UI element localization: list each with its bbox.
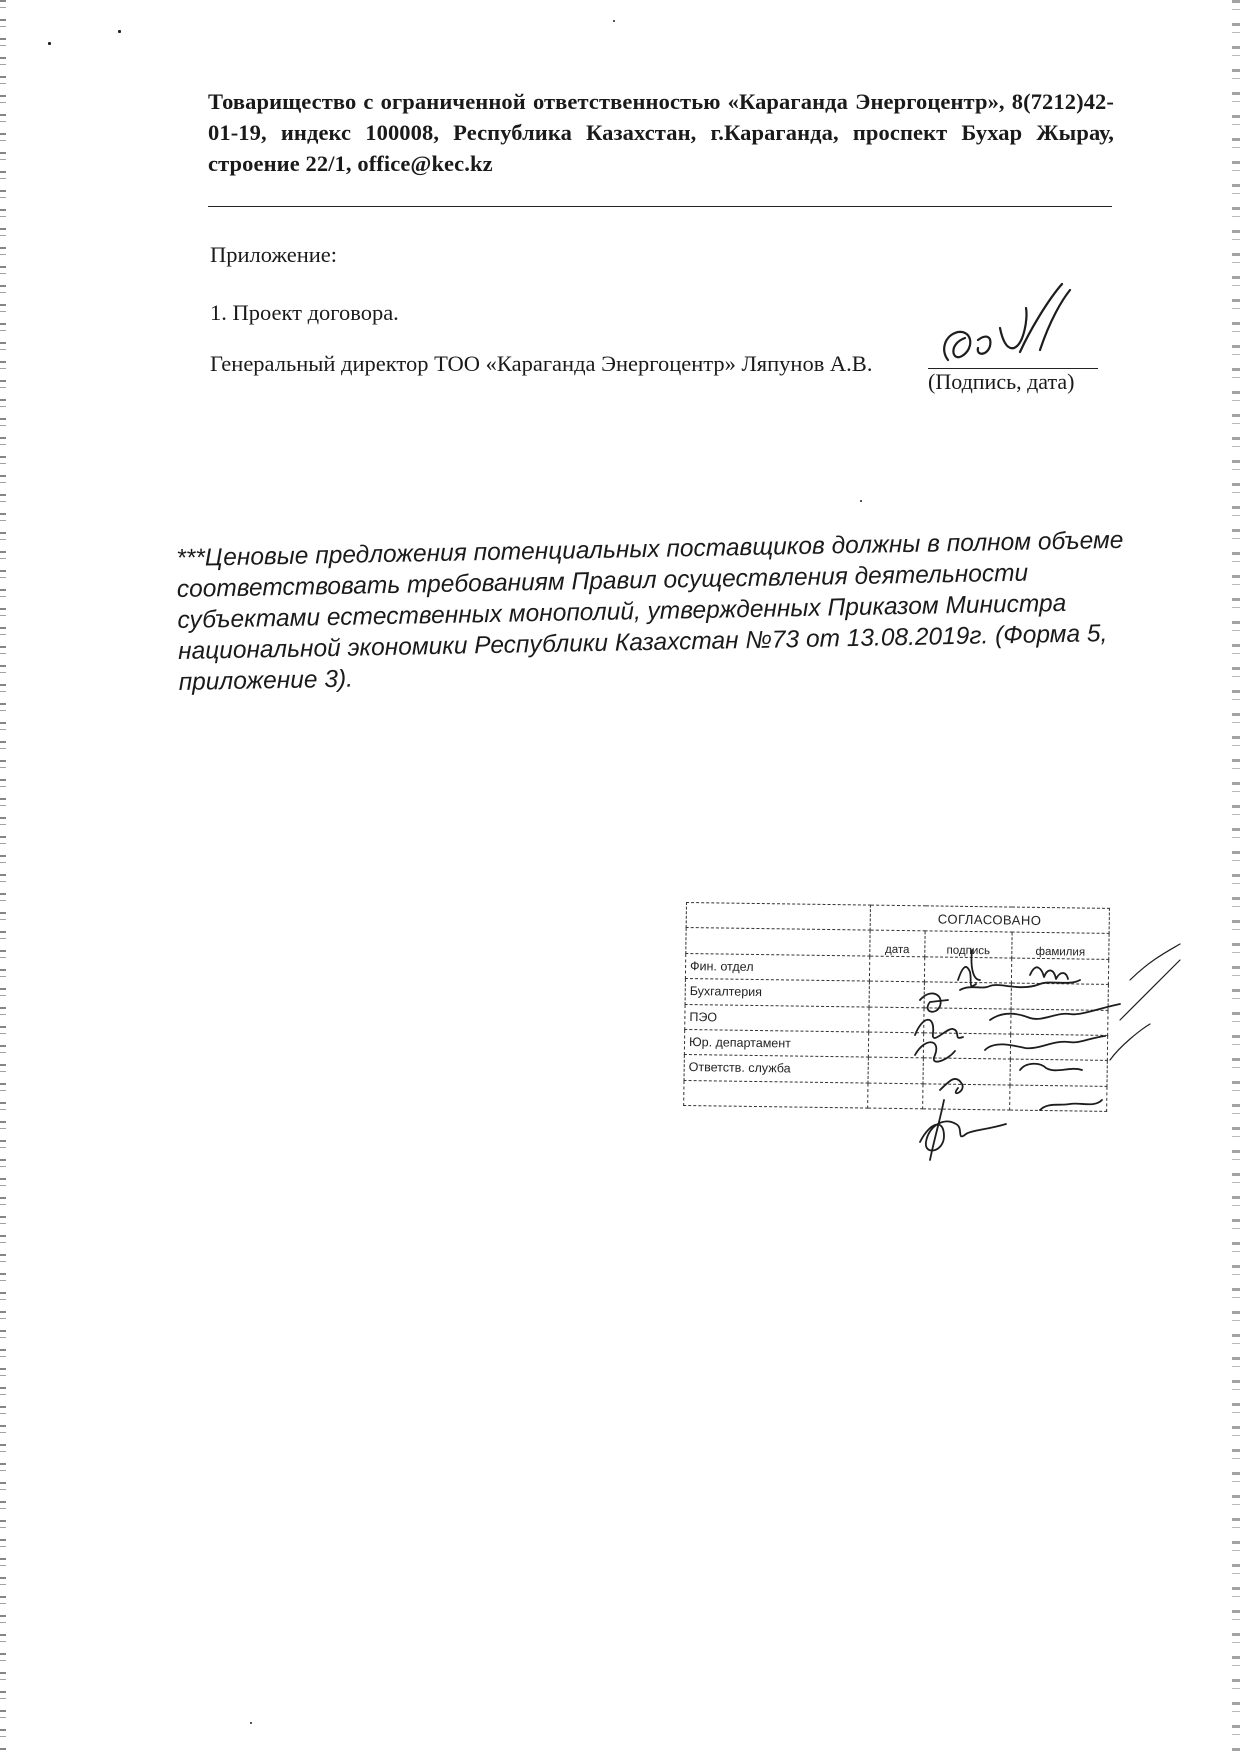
director-signature-line: Генеральный директор ТОО «Караганда Энергоцентр» Ляпунов А.В. — [210, 351, 873, 376]
company-letterhead: Товарищество с ограниченной ответственностью «Караганда Энергоцентр», 8(7212)42-01-19, индекс 100008, Республика Казахстан, г.Караганда, проспект Бухар Жырау, строение 22/1, office@kec.kz — [208, 89, 1114, 176]
scan-speck — [613, 20, 615, 22]
stamp-row-label: Фин. отдел — [685, 953, 869, 981]
stamp-col-signature: подпись — [925, 931, 1012, 958]
scan-speck — [118, 30, 121, 33]
letterhead-divider — [208, 206, 1112, 207]
approval-stamp — [683, 902, 1110, 1112]
scan-edge-right — [1232, 0, 1240, 1754]
stamp-signature-9 — [1110, 944, 1180, 1060]
stamp-col-date: дата — [869, 930, 925, 956]
pricing-notice: ***Ценовые предложения потенциальных поставщиков должны в полном объеме соответствовать требованиям Правил осуществления деятельности субъектами естественных монополий, утвержденных Приказом Министра национальной экономики Республики Казахстан №73 от 13.08.2019г. (Форма 5, приложение 3). — [176, 526, 1124, 696]
scan-speck — [250, 1722, 252, 1724]
stamp-row-label: Бухгалтерия — [685, 979, 869, 1007]
scan-edge-left — [0, 0, 6, 1754]
stamp-blank-cell — [686, 928, 870, 956]
stamp-corner-cell — [686, 903, 870, 931]
stamp-row-label: ПЭО — [685, 1004, 869, 1032]
signature-caption: (Подпись, дата) — [928, 369, 1075, 394]
director-signature — [944, 284, 1070, 360]
attachment-item: 1. Проект договора. — [210, 300, 399, 325]
scan-speck — [48, 42, 51, 45]
stamp-row-label: Ответств. служба — [684, 1055, 868, 1083]
stamp-row-label: Юр. департамент — [684, 1029, 868, 1057]
stamp-col-surname: фамилия — [1012, 932, 1109, 959]
stamp-title: СОГЛАСОВАНО — [870, 905, 1110, 934]
scan-speck — [860, 500, 862, 502]
attachments-title: Приложение: — [210, 242, 338, 267]
